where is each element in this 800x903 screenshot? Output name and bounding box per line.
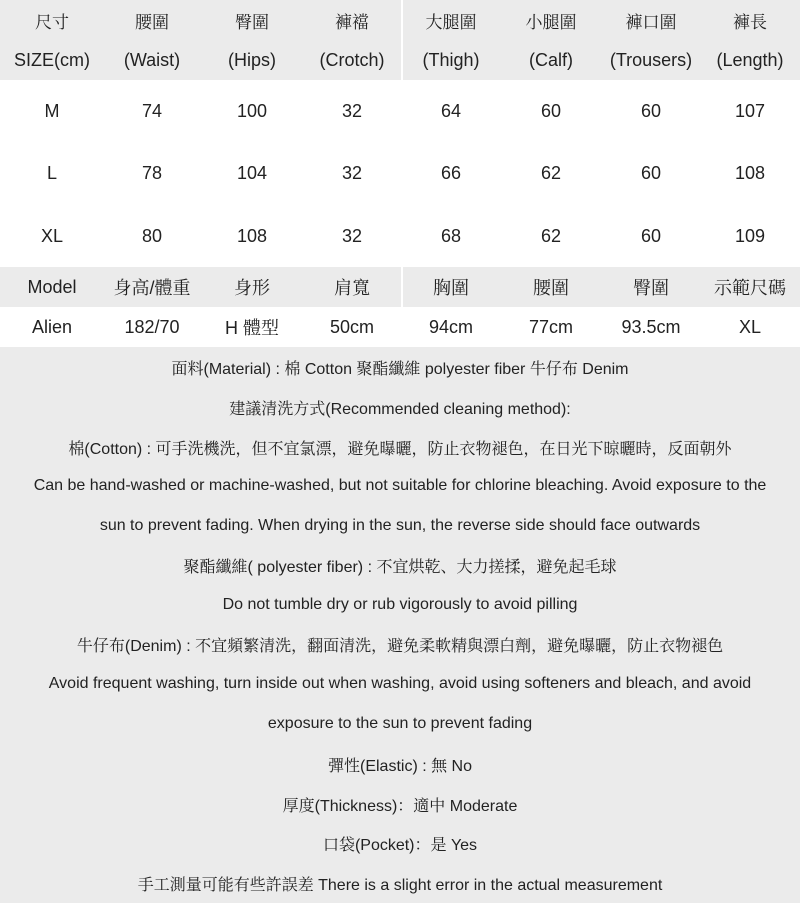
size-cell: XL	[40, 225, 64, 246]
size-header-zh-cell: 褲口圍	[625, 12, 677, 32]
care-line: Can be hand-washed or machine-washed, but not suitable for chlorine bleaching. Avoid exposure to the	[33, 477, 767, 494]
care-line: Do not tumble dry or rub vigorously to avoid pilling	[222, 596, 578, 613]
model-header-cell: 示範尺碼	[714, 278, 786, 298]
model-row	[0, 307, 800, 347]
size-cell: 74	[141, 100, 163, 121]
care-line: 牛仔布(Denim) : 不宜頻繁清洗，翻面清洗，避免柔軟精與漂白劑，避免曝曬，防止衣物褪色	[76, 637, 724, 655]
model-cell: 94cm	[428, 316, 473, 337]
size-row-m	[0, 80, 800, 142]
size-cell: 107	[734, 100, 766, 121]
size-row-xl	[0, 205, 800, 267]
model-header-cell: 身形	[234, 278, 270, 298]
model-header-cell: Model	[27, 276, 77, 297]
size-header-en-cell: (Length)	[716, 49, 784, 70]
care-line: 彈性(Elastic) : 無 No	[327, 757, 473, 775]
model-cell: Alien	[31, 316, 73, 337]
model-cell: 93.5cm	[621, 316, 681, 337]
size-cell: 32	[341, 100, 363, 121]
care-line: 厚度(Thickness)：適中 Moderate	[282, 797, 518, 815]
size-cell: 104	[236, 163, 268, 183]
size-header-en-cell: SIZE(cm)	[14, 49, 90, 70]
model-cell: XL	[738, 316, 762, 337]
care-instructions	[0, 347, 800, 903]
care-line: Avoid frequent washing, turn inside out when washing, avoid using softeners and bleach, and avoid	[48, 675, 752, 692]
care-line: 面料(Material) : 棉 Cotton 聚酯纖維 polyester fiber 牛仔布 Denim	[171, 360, 629, 378]
model-cell: H 體型	[225, 318, 279, 338]
size-header-zh-cell: 褲襠	[335, 12, 369, 32]
size-cell: 108	[236, 225, 268, 246]
size-cell: 62	[540, 225, 562, 246]
size-cell: 78	[141, 163, 163, 183]
size-cell: 108	[734, 163, 766, 183]
size-cell: 60	[540, 100, 562, 121]
size-header-en-cell: (Trousers)	[609, 49, 693, 70]
model-header-cell: 腰圍	[533, 278, 569, 298]
care-line: exposure to the sun to prevent fading	[267, 715, 533, 732]
model-cell: 77cm	[528, 316, 573, 337]
size-cell: 32	[341, 163, 363, 183]
model-cell: 182/70	[124, 316, 180, 337]
model-header-cell: 臀圍	[633, 278, 669, 298]
size-header-en-cell: (Thigh)	[422, 49, 480, 70]
size-header-en-cell: (Crotch)	[319, 49, 385, 70]
size-cell: 66	[440, 163, 462, 183]
size-header-zh-cell: 褲長	[733, 12, 767, 32]
care-line: 口袋(Pocket)：是 Yes	[322, 836, 478, 854]
size-cell: L	[46, 163, 57, 183]
model-cell: 50cm	[329, 316, 374, 337]
size-cell: 109	[734, 225, 766, 246]
size-header-en-cell: (Calf)	[529, 49, 573, 70]
care-line: sun to prevent fading. When drying in the sun, the reverse side should face outwards	[99, 517, 701, 534]
care-line: 建議清洗方式(Recommended cleaning method):	[229, 400, 571, 418]
model-header-row	[0, 267, 800, 307]
size-header-zh-cell: 小腿圍	[525, 12, 577, 32]
model-header-cell: 肩寬	[334, 278, 370, 298]
size-cell: 100	[236, 100, 268, 121]
size-cell: 32	[341, 225, 363, 246]
care-line: 手工測量可能有些許誤差 There is a slight error in the actual measurement	[137, 876, 663, 894]
size-header-en-row	[0, 40, 800, 80]
size-header-en-cell: (Hips)	[228, 49, 276, 70]
size-cell: 62	[540, 163, 562, 183]
size-cell: 60	[640, 163, 662, 183]
size-row-l	[0, 142, 800, 205]
size-header-zh-cell: 腰圍	[135, 12, 169, 32]
size-cell: M	[44, 100, 60, 121]
size-header-en-cell: (Waist)	[123, 49, 181, 70]
model-header-cell: 身高/體重	[113, 278, 191, 298]
size-cell: 80	[141, 225, 163, 246]
care-line: 聚酯纖維( polyester fiber) : 不宜烘乾、大力搓揉，避免起毛球	[183, 558, 617, 576]
size-cell: 64	[440, 100, 462, 121]
size-cell: 60	[640, 100, 662, 121]
size-cell: 60	[640, 225, 662, 246]
size-header-zh-cell: 尺寸	[35, 12, 69, 32]
model-header-cell: 胸圍	[433, 278, 469, 298]
care-line: 棉(Cotton) : 可手洗機洗，但不宜氯漂，避免曝曬，防止衣物褪色，在日光下晾曬時，反面朝外	[68, 440, 732, 458]
size-cell: 68	[440, 225, 462, 246]
size-header-zh-row	[0, 0, 800, 40]
size-header-zh-cell: 大腿圍	[425, 12, 477, 32]
size-header-zh-cell: 臀圍	[235, 12, 269, 32]
